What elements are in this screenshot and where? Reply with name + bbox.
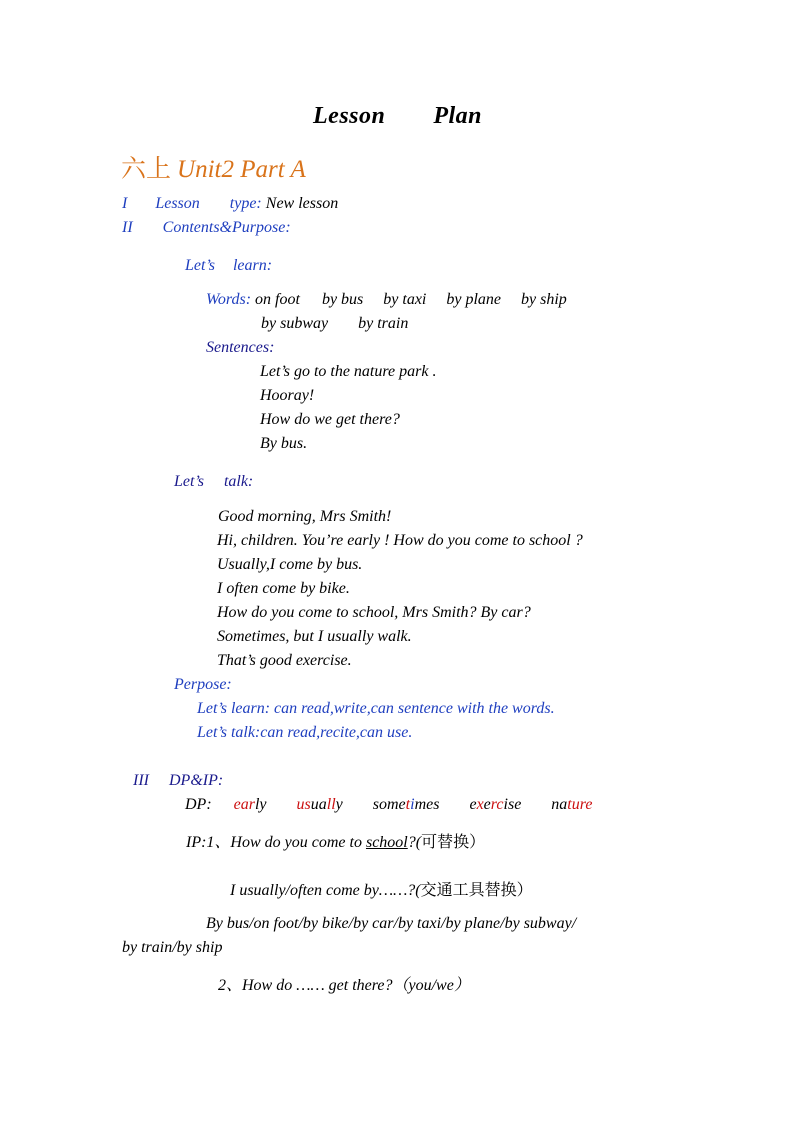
- word-item: by train: [358, 315, 409, 332]
- sentence-line: Hooray!: [260, 387, 315, 404]
- dp-word-part: na: [551, 796, 568, 813]
- sentence-line: By bus.: [260, 435, 308, 452]
- dp-word: [297, 796, 343, 813]
- dp-word-part: ture: [567, 796, 593, 813]
- section-number: I: [122, 195, 128, 212]
- word-item: on foot: [255, 291, 300, 308]
- ip-line-3: By bus/on foot/by bike/by car/by taxi/by plane/by subway/: [206, 915, 577, 932]
- title-word-plan: Plan: [433, 103, 483, 129]
- dp-word-part: e: [483, 796, 491, 813]
- dialogue-line: How do you come to school, Mrs Smith? By car?: [217, 604, 531, 621]
- dialogue-line: Sometimes, but I usually walk.: [217, 628, 412, 645]
- dp-ip-row: [133, 771, 223, 791]
- dp-word-part: y: [335, 796, 343, 813]
- dialogue-line: Hi, children. You’re early ! How do you come to school ?: [217, 532, 583, 549]
- sentence-line: Let’s go to the nature park .: [260, 363, 437, 380]
- unit-heading-cn: 六上: [121, 154, 172, 183]
- word-item: by plane: [446, 291, 502, 308]
- lesson-type-word1: Lesson: [155, 195, 200, 212]
- dp-word-part: i: [410, 796, 415, 813]
- dp-word: [551, 796, 592, 813]
- dp-word-part: t: [405, 796, 411, 813]
- purpose-line: Let’s learn: can read,write,can sentence with the words.: [197, 700, 555, 717]
- dp-word-part: x: [476, 796, 484, 813]
- lets-talk-title: Let’s talk:: [174, 473, 254, 490]
- dp-word: [469, 796, 521, 813]
- word-item: by ship: [521, 291, 567, 308]
- dp-word: [234, 796, 267, 813]
- dp-word-part: mes: [414, 796, 440, 813]
- lesson-type-word2: type:: [229, 195, 262, 212]
- dp-row: [185, 795, 592, 815]
- dp-word-part: ise: [503, 796, 522, 813]
- contents-purpose-row: [122, 218, 291, 238]
- dp-word-part: us: [296, 796, 311, 813]
- contents-purpose-label: Contents&Purpose:: [162, 219, 291, 236]
- unit-heading-en: Unit2 Part A: [177, 156, 306, 183]
- purpose-line: Let’s talk:can read,recite,can use.: [197, 724, 413, 741]
- dp-word-part: rc: [490, 796, 504, 813]
- section-number: II: [122, 219, 133, 236]
- ip-line-1: IP:1、How do you come to school?(可替换）: [186, 832, 486, 851]
- dialogue-line: Good morning, Mrs Smith!: [218, 508, 392, 525]
- dp-word: [373, 796, 440, 813]
- words-line-1: [206, 290, 567, 310]
- dialogue-line: That’s good exercise.: [217, 652, 352, 669]
- lesson-type-row: [122, 194, 338, 214]
- dp-words: [216, 796, 593, 813]
- dp-label: DP:: [185, 796, 212, 813]
- ip-line-3-cont: by train/by ship: [122, 939, 223, 956]
- dialogue-line: Usually,I come by bus.: [217, 556, 363, 573]
- ip-line-4: 2、How do …… get there?（you/we）: [218, 977, 470, 994]
- dp-word-part: ly: [254, 796, 267, 813]
- underlined-word: school: [365, 834, 408, 851]
- sentences-label: Sentences:: [206, 339, 275, 356]
- word-item: by subway: [261, 315, 329, 332]
- title-word-lesson: Lesson: [313, 103, 386, 129]
- dialogue-line: I often come by bike.: [217, 580, 350, 597]
- dp-word-part: ua: [310, 796, 327, 813]
- sentence-line: How do we get there?: [260, 411, 400, 428]
- purpose-label: Perpose:: [174, 676, 232, 693]
- lesson-type-value: New lesson: [265, 195, 339, 212]
- dp-ip-label: DP&IP:: [168, 772, 224, 789]
- words-line-2: [261, 314, 408, 334]
- ip-line-2: I usually/often come by……?(交通工具替换）: [230, 880, 533, 899]
- words-label: Words:: [206, 291, 252, 308]
- unit-heading: [121, 154, 306, 185]
- dp-word-part: some: [372, 796, 406, 813]
- dp-word-part: ear: [233, 796, 255, 813]
- dp-word-part: ll: [326, 796, 336, 813]
- page-title: [313, 103, 483, 129]
- section-number: III: [133, 772, 149, 789]
- word-item: by taxi: [383, 291, 427, 308]
- lets-learn-title: Let’s learn:: [185, 257, 273, 274]
- dp-word-part: e: [469, 796, 477, 813]
- word-item: by bus: [321, 291, 364, 308]
